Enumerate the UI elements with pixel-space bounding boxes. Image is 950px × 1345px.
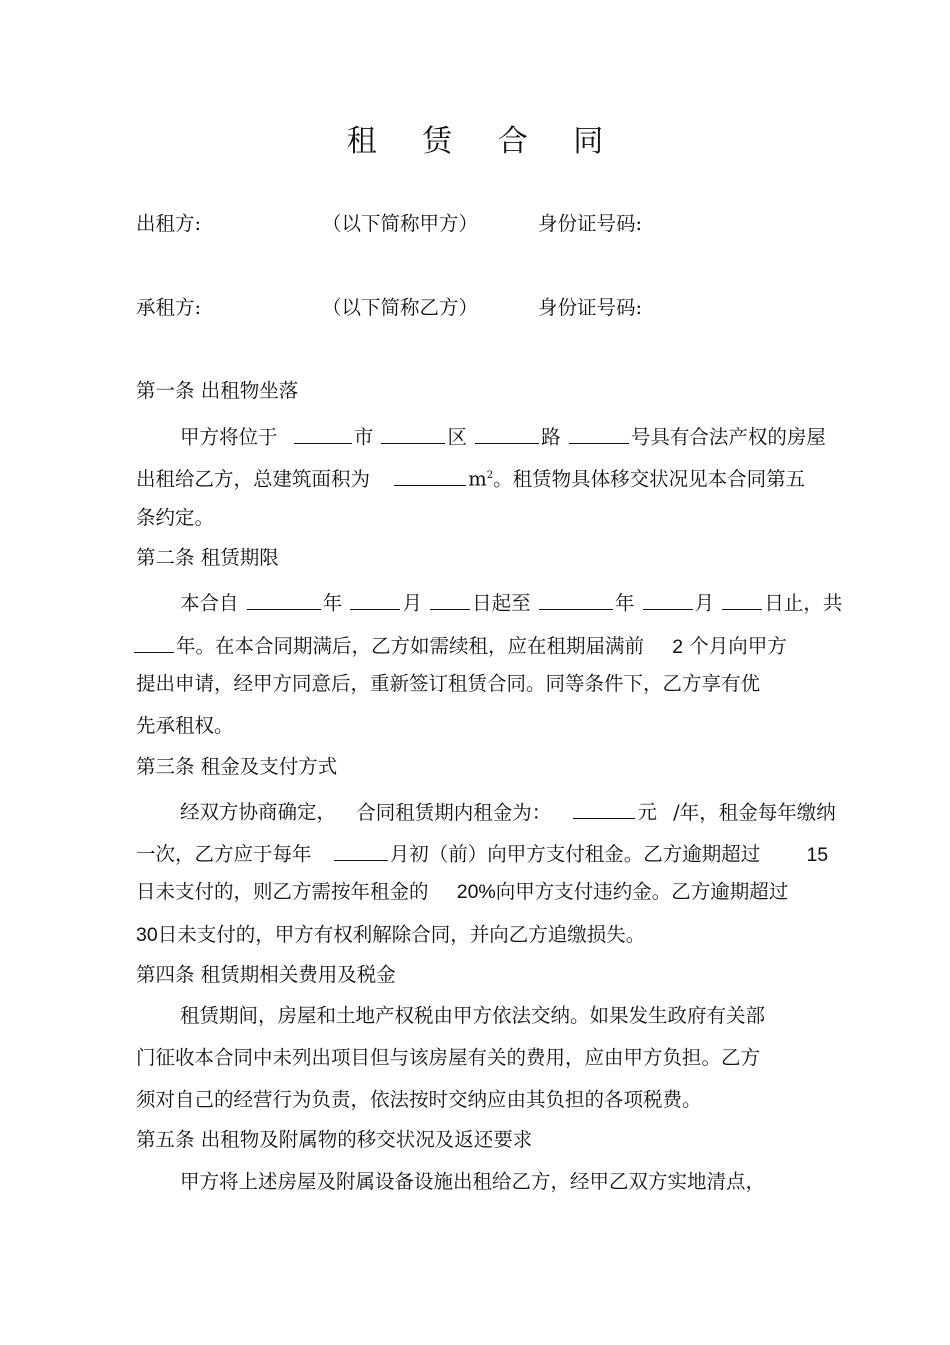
end-year-blank[interactable] [539,589,613,610]
article-4-line-1: 租赁期间，房屋和土地产权税由甲方依法交纳。如果发生政府有关部 [180,1004,766,1027]
article-4-line-3: 须对自己的经营行为负责，依法按时交纳应由其负担的各项税费。 [136,1088,702,1111]
article-1-line-3: 条约定。 [136,506,215,529]
lessor-id-label: 身份证号码: [538,212,643,235]
article-3-line-1: 经双方协商确定， 合同租赁期内租金为： 元 /年，租金每年缴纳 [180,798,836,822]
article-1-heading: 第一条 出租物坐落 [136,379,299,402]
article-1-line-1: 甲方将位于 市 区 路 号具有合法产权的房屋 [180,423,826,447]
start-year-blank[interactable] [247,589,321,610]
start-day-blank[interactable] [430,589,470,610]
article-5-heading: 第五条 出租物及附属物的移交状况及返还要求 [136,1128,533,1151]
city-blank[interactable] [294,423,352,444]
article-2-line-3: 提出申请，经甲方同意后，重新签订租赁合同。同等条件下，乙方享有优 [136,672,761,695]
lessee-label: 承租方: [136,296,202,319]
lessee-id-label: 身份证号码: [538,296,643,319]
article-3-line-4: 30日未支付的，甲方有权利解除合同，并向乙方追缴损失。 [136,923,646,946]
road-blank[interactable] [475,423,539,444]
lessee-alias: （以下简称乙方） [322,296,479,319]
end-day-blank[interactable] [722,589,762,610]
article-4-line-2: 门征收本合同中未列出项目但与该房屋有关的费用，应由甲方负担。乙方 [136,1046,761,1069]
article-2-line-4: 先承租权。 [136,714,234,737]
lessor-label: 出租方: [136,212,202,235]
payment-month-blank[interactable] [334,840,388,861]
article-5-line-1: 甲方将上述房屋及附属设备设施出租给乙方，经甲乙双方实地清点， [180,1170,766,1193]
end-month-blank[interactable] [643,589,693,610]
rent-amount-blank[interactable] [573,798,635,819]
number-blank[interactable] [569,423,629,444]
article-4-heading: 第四条 租赁期相关费用及税金 [136,963,396,986]
area-blank[interactable] [394,465,466,486]
page-title: 租 赁 合 同 [346,124,622,159]
lessor-alias: （以下简称甲方） [322,212,479,235]
article-2-heading: 第二条 租赁期限 [136,546,279,569]
article-3-heading: 第三条 租金及支付方式 [136,755,338,778]
article-3-line-2: 一次，乙方应于每年 月初（前）向甲方支付租金。乙方逾期超过 15 [136,840,828,865]
start-month-blank[interactable] [350,589,400,610]
article-1-line-2: 出租给乙方，总建筑面积为 $m^2$。租赁物具体移交状况见本合同第五 [136,465,805,489]
article-3-line-3: 日未支付的，则乙方需按年租金的 20%向甲方支付违约金。乙方逾期超过 [136,880,789,903]
district-blank[interactable] [381,423,445,444]
article-2-line-1: 本合自 年 月 日起至 年 月 日止，共 [180,589,842,613]
article-2-line-2: 年。在本合同期满后，乙方如需续租，应在租期届满前 2 个月向甲方 [134,632,787,657]
term-years-blank[interactable] [134,632,174,653]
